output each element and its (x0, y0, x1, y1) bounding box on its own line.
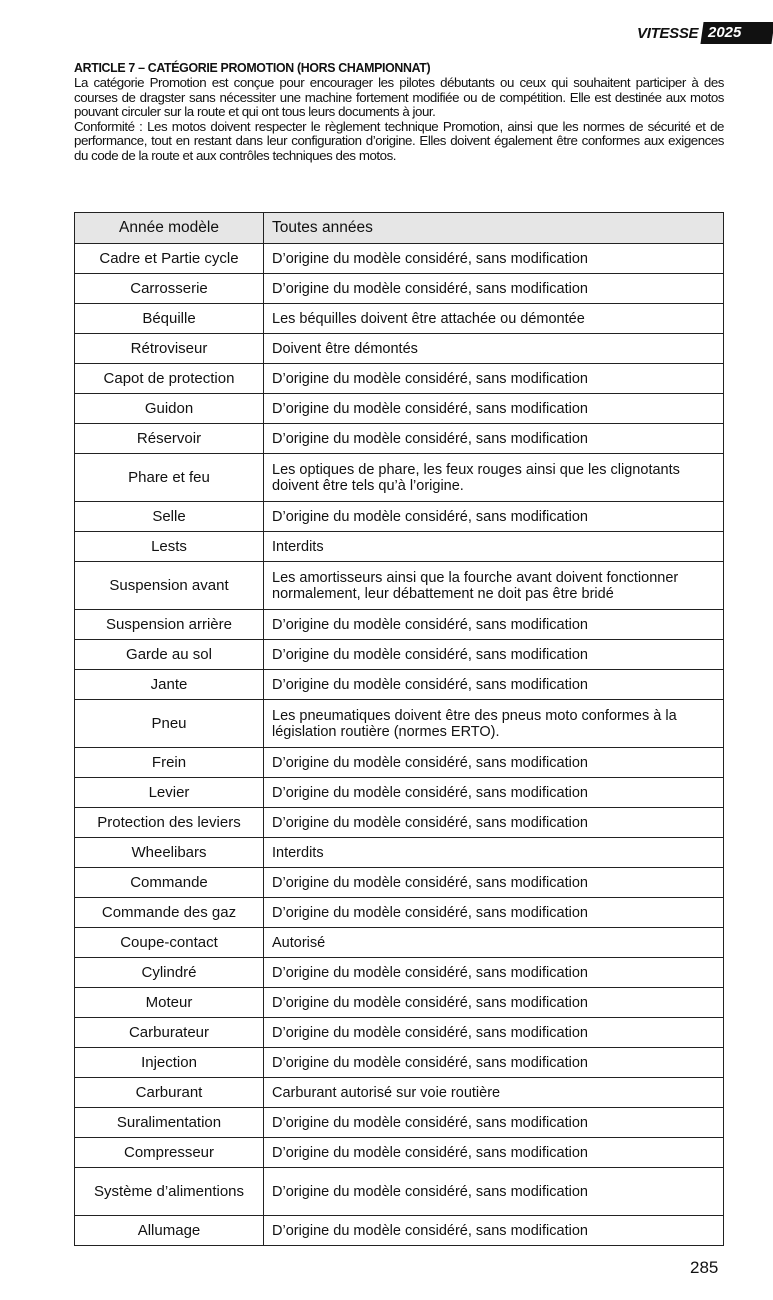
table-row (75, 274, 724, 304)
table-row (75, 988, 724, 1018)
table-row (75, 1168, 724, 1216)
row-label: Commande des gaz (75, 898, 264, 928)
row-value: D’origine du modèle considéré, sans modification (264, 502, 724, 532)
row-value: D’origine du modèle considéré, sans modification (264, 1018, 724, 1048)
row-value: D’origine du modèle considéré, sans modification (264, 1138, 724, 1168)
row-value: Les optiques de phare, les feux rouges ainsi que les clignotants doivent être tels qu’à l’origine. (264, 454, 724, 502)
row-value: Interdits (264, 838, 724, 868)
row-value: Autorisé (264, 928, 724, 958)
row-label: Frein (75, 748, 264, 778)
table-row (75, 1048, 724, 1078)
article-intro (74, 59, 724, 163)
row-label: Allumage (75, 1216, 264, 1246)
row-value: D’origine du modèle considéré, sans modification (264, 1108, 724, 1138)
table-row (75, 502, 724, 532)
row-value: D’origine du modèle considéré, sans modification (264, 748, 724, 778)
row-label: Carburant (75, 1078, 264, 1108)
row-value: D’origine du modèle considéré, sans modification (264, 808, 724, 838)
article-paragraph-1: La catégorie Promotion est conçue pour encourager les pilotes débutants ou ceux qui souhaitent participer à des courses de dragster sans nécessiter une machine fortement modifiée ou de compétition. Elle est destinée aux motos pouvant circuler sur la route et qui ont tous leurs documents à jour. (74, 75, 724, 119)
table-row (75, 454, 724, 502)
row-label: Cylindré (75, 958, 264, 988)
row-label: Garde au sol (75, 640, 264, 670)
row-value: D’origine du modèle considéré, sans modification (264, 778, 724, 808)
row-value: Les pneumatiques doivent être des pneus moto conformes à la législation routière (normes ERTO). (264, 700, 724, 748)
table-row (75, 838, 724, 868)
row-label: Béquille (75, 304, 264, 334)
table-row (75, 610, 724, 640)
table-row (75, 778, 724, 808)
table-row (75, 364, 724, 394)
row-label: Pneu (75, 700, 264, 748)
table-row (75, 808, 724, 838)
row-value: D’origine du modèle considéré, sans modification (264, 958, 724, 988)
row-value: D’origine du modèle considéré, sans modification (264, 640, 724, 670)
table-row (75, 868, 724, 898)
row-label: Rétroviseur (75, 334, 264, 364)
row-value: Les béquilles doivent être attachée ou démontée (264, 304, 724, 334)
table-row (75, 1216, 724, 1246)
row-value: D’origine du modèle considéré, sans modification (264, 244, 724, 274)
row-label: Suralimentation (75, 1108, 264, 1138)
row-value: D’origine du modèle considéré, sans modification (264, 868, 724, 898)
table-row (75, 928, 724, 958)
technical-rules-table (74, 212, 724, 1246)
section-year: 2025 (701, 22, 773, 44)
row-value: D’origine du modèle considéré, sans modification (264, 988, 724, 1018)
row-label: Carburateur (75, 1018, 264, 1048)
table-row (75, 1078, 724, 1108)
section-badge (637, 22, 773, 44)
article-paragraph-2: Conformité : Les motos doivent respecter le règlement technique Promotion, ainsi que les normes de sécurité et de performance, tout en restant dans leur configuration d’origine. Elles doivent également être conformes aux exigences du code de la route et aux contrôles techniques des motos. (74, 118, 724, 163)
row-value: D’origine du modèle considéré, sans modification (264, 1168, 724, 1216)
table-row (75, 640, 724, 670)
table-row (75, 748, 724, 778)
table-header-row (75, 213, 724, 244)
table-row (75, 670, 724, 700)
row-label: Guidon (75, 394, 264, 424)
row-value: D’origine du modèle considéré, sans modification (264, 1216, 724, 1246)
row-label: Système d’alimentions (75, 1168, 264, 1216)
row-label: Lests (75, 532, 264, 562)
table-row (75, 1018, 724, 1048)
row-label: Wheelibars (75, 838, 264, 868)
row-value: D’origine du modèle considéré, sans modification (264, 670, 724, 700)
table-row (75, 562, 724, 610)
row-label: Jante (75, 670, 264, 700)
row-label: Suspension arrière (75, 610, 264, 640)
row-value: Interdits (264, 532, 724, 562)
row-value: D’origine du modèle considéré, sans modification (264, 1048, 724, 1078)
row-value: D’origine du modèle considéré, sans modification (264, 610, 724, 640)
row-value: D’origine du modèle considéré, sans modification (264, 274, 724, 304)
row-label: Carrosserie (75, 274, 264, 304)
row-label: Levier (75, 778, 264, 808)
row-label: Compresseur (75, 1138, 264, 1168)
row-label: Phare et feu (75, 454, 264, 502)
row-label: Cadre et Partie cycle (75, 244, 264, 274)
article-title: ARTICLE 7 – CATÉGORIE PROMOTION (HORS CHAMPIONNAT) (74, 60, 431, 75)
page-number: 285 (690, 1258, 719, 1277)
table-row (75, 304, 724, 334)
table-row (75, 958, 724, 988)
row-value: D’origine du modèle considéré, sans modification (264, 394, 724, 424)
row-value: Carburant autorisé sur voie routière (264, 1078, 724, 1108)
row-label: Suspension avant (75, 562, 264, 610)
row-value: D’origine du modèle considéré, sans modification (264, 424, 724, 454)
section-title: VITESSE (637, 24, 699, 42)
row-value: D’origine du modèle considéré, sans modification (264, 898, 724, 928)
row-label: Capot de protection (75, 364, 264, 394)
header-value: Toutes années (264, 213, 724, 244)
table-row (75, 1138, 724, 1168)
table-row (75, 394, 724, 424)
table-row (75, 700, 724, 748)
table-row (75, 334, 724, 364)
row-label: Coupe-contact (75, 928, 264, 958)
table-row (75, 898, 724, 928)
row-label: Moteur (75, 988, 264, 1018)
header-label: Année modèle (75, 213, 264, 244)
table-row (75, 424, 724, 454)
row-label: Commande (75, 868, 264, 898)
row-label: Réservoir (75, 424, 264, 454)
row-label: Selle (75, 502, 264, 532)
row-label: Injection (75, 1048, 264, 1078)
table-row (75, 244, 724, 274)
row-label: Protection des leviers (75, 808, 264, 838)
row-value: D’origine du modèle considéré, sans modification (264, 364, 724, 394)
table-row (75, 1108, 724, 1138)
row-value: Les amortisseurs ainsi que la fourche avant doivent fonctionner normalement, leur débattement ne doit pas être bridé (264, 562, 724, 610)
table-row (75, 532, 724, 562)
row-value: Doivent être démontés (264, 334, 724, 364)
